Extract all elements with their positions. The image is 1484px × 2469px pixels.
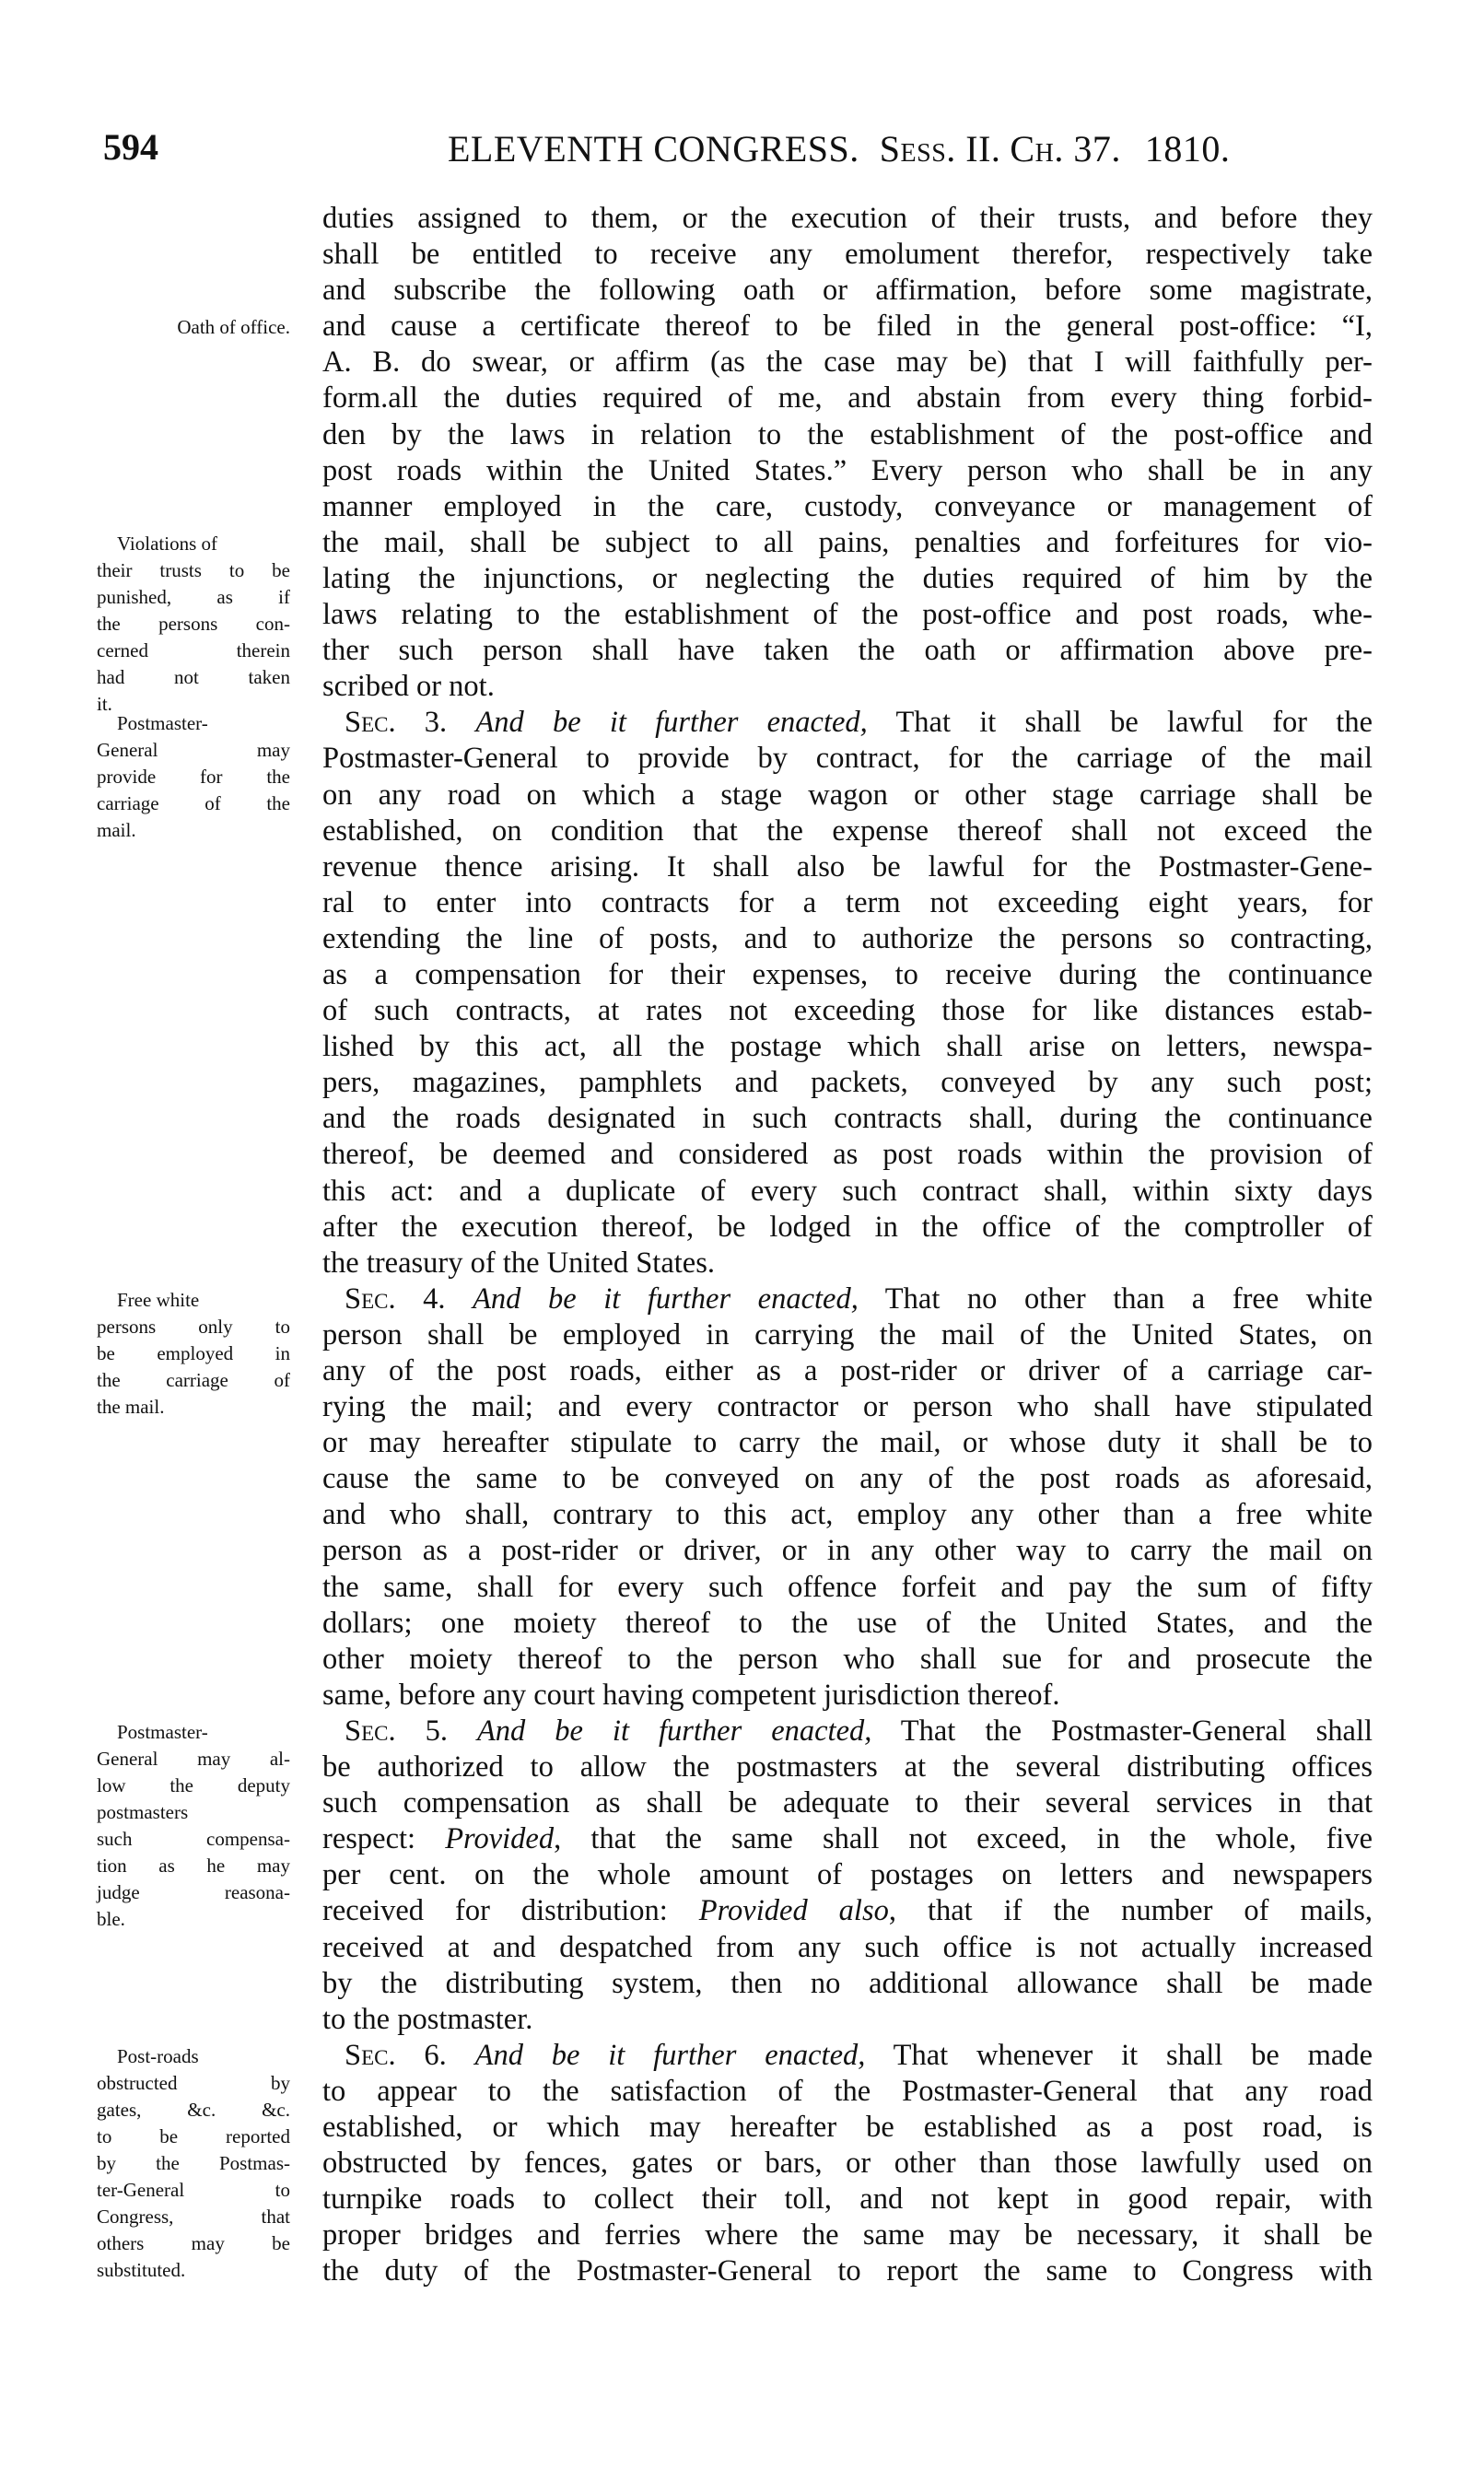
text-line: post roads within the United States.” Every person who shall be in any <box>322 453 1373 487</box>
text-line: laws relating to the establishment of the post-office and post roads, whe- <box>322 598 1373 632</box>
section-4 <box>322 1281 1373 1714</box>
year-label: 1810. <box>1144 128 1231 170</box>
margin-note-line: by the Postmas- <box>97 2152 290 2175</box>
section-label: Sec. 4. <box>345 1281 446 1316</box>
margin-note-line: carriage of the <box>97 792 290 815</box>
text-line: other moiety thereof to the person who shall sue for and prosecute the <box>322 1642 1373 1676</box>
section-label: Sec. 5. <box>345 1714 448 1748</box>
section-heading-line <box>322 705 1373 741</box>
text-line <box>322 1893 1373 1929</box>
margin-note-violations <box>97 531 290 718</box>
margin-note-line: substituted. <box>97 2259 186 2282</box>
text-line: by the distributing system, then no additional allowance shall be made <box>322 1966 1373 2000</box>
enacting-clause: And be it further enacted, <box>476 1714 872 1748</box>
margin-note-line: postmasters <box>97 1801 189 1824</box>
margin-note-line: ter-General to <box>97 2179 290 2202</box>
text-line: person shall be employed in carrying the mail of the United States, on <box>322 1317 1373 1352</box>
text-line: revenue thence arising. It shall also be lawful for the Postmaster-Gene- <box>322 849 1373 883</box>
text-line: established, on condition that the expense thereof shall not exceed the <box>322 813 1373 848</box>
text-line: scribed or not. <box>322 670 495 704</box>
text-line: the mail, shall be subject to all pains, penalties and forfeitures for vio- <box>322 525 1373 559</box>
margin-note-line: the persons con- <box>97 612 290 635</box>
margin-note-line: their trusts to be <box>97 558 290 581</box>
text-line: manner employed in the care, custody, conveyance or management of <box>322 489 1373 523</box>
text-line: any of the post roads, either as a post-rider or driver of a carriage car- <box>322 1354 1373 1387</box>
text-line: shall be entitled to receive any emolument therefor, respectively take <box>322 238 1373 272</box>
text-line: turnpike roads to collect their toll, and not kept in good repair, with <box>322 2182 1373 2217</box>
page-number: 594 <box>103 126 158 168</box>
margin-note-line: General may <box>97 739 290 762</box>
margin-note-line: had not taken <box>97 665 290 688</box>
margin-note-line: Postmaster- <box>117 712 208 735</box>
margin-note-line: to be reported <box>97 2125 290 2148</box>
margin-note-line: punished, as if <box>97 585 290 608</box>
chapter-label: Ch. 37. <box>1010 128 1121 170</box>
text-line: and cause a certificate thereof to be filed in the general post-office: “I, <box>322 310 1373 344</box>
margin-note-line: such compensa- <box>97 1828 290 1851</box>
text-line: to the postmaster. <box>322 2002 533 2036</box>
text-line: or may hereafter stipulate to carry the mail, or whose duty it shall be to <box>322 1426 1373 1460</box>
margin-note-line: ble. <box>97 1908 125 1931</box>
text-line: as a compensation for their expenses, to receive during the continuance <box>322 957 1373 991</box>
margin-note-line: Oath of office. <box>177 316 290 339</box>
text-line: per cent. on the whole amount of postages on letters and newspapers <box>322 1858 1373 1892</box>
proviso-italic: Provided <box>445 1822 555 1856</box>
text-line: pers, magazines, pamphlets and packets, conveyed by any such post; <box>322 1066 1373 1100</box>
margin-note-line: the carriage of <box>97 1369 290 1391</box>
text-line: lished by this act, all the postage which shall arise on letters, newspa- <box>322 1030 1373 1064</box>
margin-note-line: Free white <box>117 1289 200 1311</box>
margin-note-line: low the deputy <box>97 1774 290 1797</box>
text-line: the same, shall for every such offence forfeit and pay the sum of fifty <box>322 1570 1373 1604</box>
section-3 <box>322 705 1373 1281</box>
text-line: obstructed by fences, gates or bars, or other than those lawfully used on <box>322 2147 1373 2181</box>
text-line: duties assigned to them, or the execution of their trusts, and before they <box>322 202 1373 235</box>
text-line: after the execution thereof, be lodged in the office of the comptroller of <box>322 1210 1373 1244</box>
text-line: and who shall, contrary to this act, employ any other than a free white <box>322 1498 1373 1532</box>
margin-note-line: mail. <box>97 819 136 842</box>
text-run: , that the same shall not exceed, in the whole, five <box>554 1822 1373 1856</box>
text-line: this act: and a duplicate of every such contract shall, within sixty days <box>322 1174 1373 1208</box>
margin-note-line: it. <box>97 692 112 715</box>
margin-note-line: judge reasona- <box>97 1881 290 1904</box>
running-head <box>448 129 1277 170</box>
text-line: the treasury of the United States. <box>322 1246 715 1280</box>
text-line: and the roads designated in such contracts shall, during the continuance <box>322 1102 1373 1136</box>
text-line: same, before any court having competent jurisdiction thereof. <box>322 1678 1060 1712</box>
text-line: lating the injunctions, or neglecting the duties required of him by the <box>322 561 1373 595</box>
section-6 <box>322 2038 1373 2290</box>
text-line: of such contracts, at rates not exceeding those for like distances estab- <box>322 994 1373 1028</box>
margin-note-line: cerned therein <box>97 638 290 661</box>
main-text <box>322 201 1373 2289</box>
section-first-text: That the Postmaster-General shall <box>900 1714 1373 1748</box>
text-run: respect: <box>322 1822 446 1856</box>
margin-note-line: provide for the <box>97 766 290 789</box>
section-first-text: That it shall be lawful for the <box>895 706 1373 740</box>
section-5 <box>322 1714 1373 2038</box>
text-line: extending the line of posts, and to authorize the persons so contracting, <box>322 921 1373 955</box>
text-run: , that if the number of mails, <box>888 1894 1373 1928</box>
margin-note-line: General may al- <box>97 1748 290 1771</box>
section-label: Sec. 3. <box>345 706 448 740</box>
text-line <box>322 1821 1373 1857</box>
text-line: received at and despatched from any such office is not actually increased <box>322 1930 1373 1964</box>
margin-note-oath <box>97 314 290 341</box>
text-line: A. B. do swear, or affirm (as the case may be) that I will faithfully per- <box>322 345 1373 380</box>
text-line: proper bridges and ferries where the same may be necessary, it shall be <box>322 2218 1373 2253</box>
text-line: to appear to the satisfaction of the Postmaster-General that any road <box>322 2074 1373 2108</box>
section-first-text: That no other than a free white <box>884 1281 1373 1316</box>
text-line: ther such person shall have taken the oath or affirmation above pre- <box>322 634 1373 668</box>
enacting-clause: And be it further enacted, <box>475 706 868 740</box>
margin-note-line: tion as he may <box>97 1855 290 1878</box>
session-label: Sess. II. <box>879 128 1001 170</box>
text-line: cause the same to be conveyed on any of the post roads as aforesaid, <box>322 1462 1373 1496</box>
margin-note-line: Congress, that <box>97 2206 290 2229</box>
text-line: rying the mail; and every contractor or person who shall have stipulated <box>322 1390 1373 1424</box>
proviso-italic: Provided also <box>698 1894 889 1928</box>
margin-note-line: others may be <box>97 2232 290 2255</box>
margin-note-carriage <box>97 710 290 844</box>
margin-note-line: gates, &c. &c. <box>97 2099 290 2122</box>
text-line: and subscribe the following oath or affirmation, before some magistrate, <box>322 274 1373 308</box>
enacting-clause: And be it further enacted, <box>473 1281 859 1316</box>
margin-note-line: the mail. <box>97 1396 165 1418</box>
text-line: person as a post-rider or driver, or in any other way to carry the mail on <box>322 1534 1373 1568</box>
enacting-clause: And be it further enacted, <box>474 2038 866 2072</box>
text-line: dollars; one moiety thereof to the use of the United States, and the <box>322 1606 1373 1640</box>
section-heading-line <box>322 2038 1373 2074</box>
margin-note-line: Post-roads <box>117 2045 199 2068</box>
margin-note-compensation <box>97 1719 290 1933</box>
text-line: such compensation as shall be adequate to their several services in that <box>322 1786 1373 1820</box>
section-label: Sec. 6. <box>345 2038 447 2072</box>
congress-title: ELEVENTH CONGRESS. <box>448 128 859 170</box>
text-line: Postmaster-General to provide by contract, for the carriage of the mail <box>322 742 1373 776</box>
margin-note-line: obstructed by <box>97 2072 290 2095</box>
margin-note-post-roads <box>97 2043 290 2284</box>
text-line: ral to enter into contracts for a term not exceeding eight years, for <box>322 885 1373 919</box>
margin-note-line: Postmaster- <box>117 1721 208 1744</box>
margin-note-line: be employed in <box>97 1342 290 1364</box>
margin-note-line: persons only to <box>97 1316 290 1338</box>
text-line: be authorized to allow the postmasters at the several distributing offices <box>322 1750 1373 1784</box>
section-first-text: That whenever it shall be made <box>893 2038 1373 2072</box>
margin-note-free-white <box>97 1287 290 1421</box>
text-line: form.all the duties required of me, and abstain from every thing forbid- <box>322 381 1373 415</box>
text-line: the duty of the Postmaster-General to report the same to Congress with <box>322 2254 1373 2288</box>
section-heading-line <box>322 1281 1373 1317</box>
text-line: established, or which may hereafter be established as a post road, is <box>322 2110 1373 2144</box>
section-heading-line <box>322 1714 1373 1749</box>
text-run: received for distribution: <box>322 1894 699 1928</box>
margin-note-line: Violations of <box>117 532 217 555</box>
text-line: thereof, be deemed and considered as post roads within the provision of <box>322 1138 1373 1172</box>
text-line: on any road on which a stage wagon or other stage carriage shall be <box>322 778 1373 812</box>
text-line: den by the laws in relation to the establishment of the post-office and <box>322 417 1373 451</box>
